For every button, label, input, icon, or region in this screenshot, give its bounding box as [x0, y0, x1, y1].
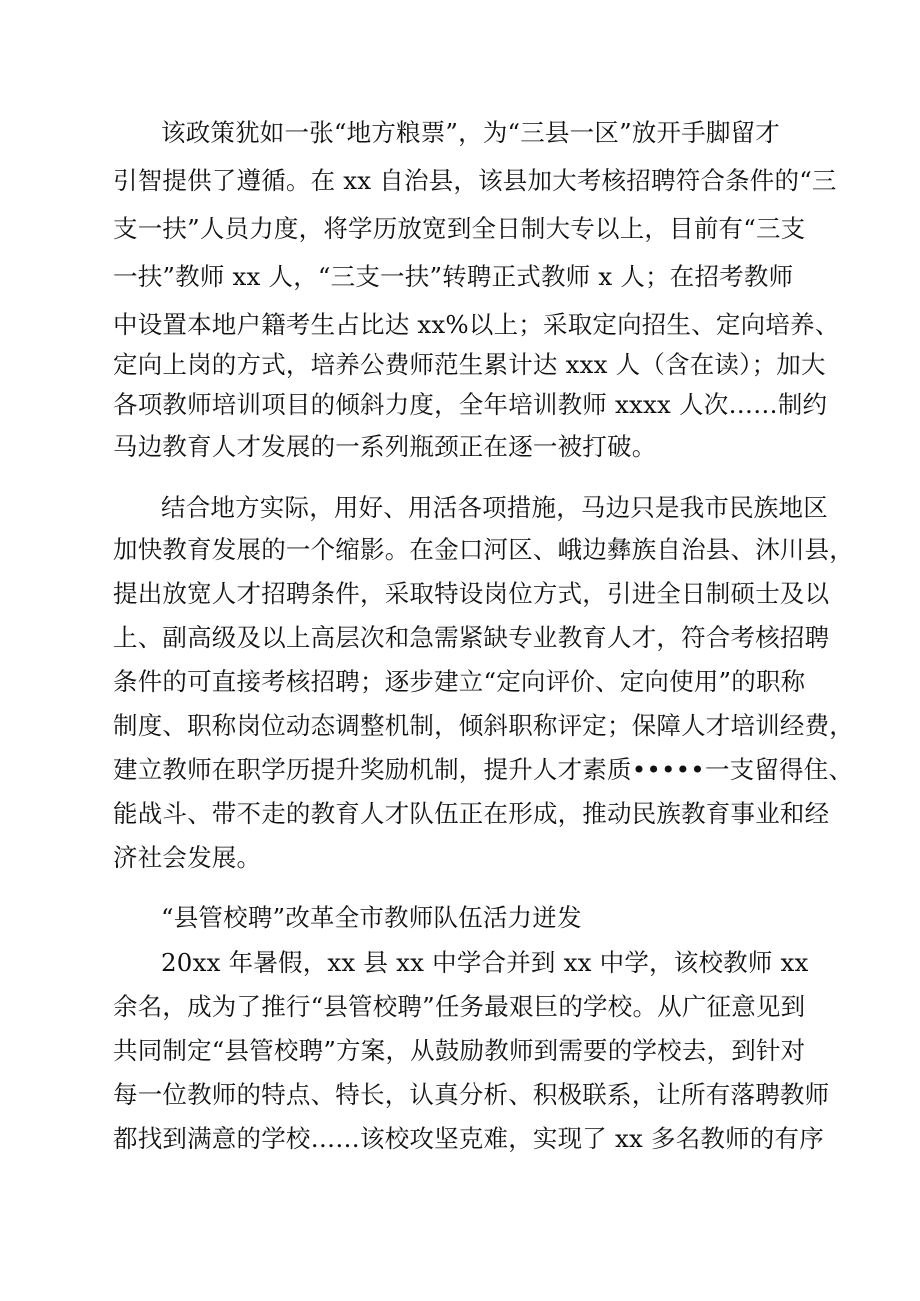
paragraph-1-line-5: 中设置本地户籍考生占比达 xx%以上；采取定向招生、定向培养、 — [113, 310, 840, 339]
paragraph-2-line-9: 济社会发展。 — [113, 843, 262, 872]
paragraph-2-line-4: 上、副高级及以上高层次和急需紧缺专业教育人才，符合考核招聘 — [113, 623, 830, 652]
paragraph-2-line-5: 条件的可直接考核招聘；逐步建立“定向评价、定向使用”的职称 — [113, 667, 806, 696]
paragraph-3-line-5: 都找到满意的学校……该校攻坚克难，实现了 xx 多名教师的有序 — [113, 1124, 824, 1153]
paragraph-2-line-8: 能战斗、带不走的教育人才队伍正在形成，推动民族教育事业和经 — [113, 799, 830, 828]
paragraph-1-line-4: 一扶”教师 xx 人，“三支一扶”转聘正式教师 x 人；在招考教师 — [113, 262, 794, 291]
paragraph-1-line-3: 支一扶”人员力度，将学历放宽到全日制大专以上，目前有“三支 — [113, 214, 806, 243]
paragraph-1-line-6: 定向上岗的方式，培养公费师范生累计达 xxx 人（含在读）；加大 — [113, 350, 826, 379]
paragraph-2-line-3: 提出放宽人才招聘条件，采取特设岗位方式，引进全日制硕士及以 — [113, 579, 830, 608]
paragraph-2-line-1: 结合地方实际，用好、用活各项措施，马边只是我市民族地区 — [161, 493, 828, 522]
paragraph-2-line-7: 建立教师在职学历提升奖励机制，提升人才素质•••••一支留得住、 — [113, 755, 854, 784]
paragraph-3-line-2: 余名，成为了推行“县管校聘”任务最艰巨的学校。从广征意见到 — [113, 992, 806, 1021]
paragraph-1-line-8: 马边教育人才发展的一系列瓶颈正在逐一被打破。 — [113, 432, 657, 461]
paragraph-1-line-7: 各项教师培训项目的倾斜力度，全年培训教师 xxxx 人次……制约 — [113, 390, 828, 419]
paragraph-1-line-1: 该政策犹如一张“地方粮票”，为“三县一区”放开手脚留才 — [161, 118, 780, 147]
paragraph-3-line-4: 每一位教师的特点、特长，认真分析、积极联系，让所有落聘教师 — [113, 1080, 830, 1109]
paragraph-2-line-6: 制度、职称岗位动态调整机制，倾斜职称评定；保障人才培训经费， — [113, 711, 854, 740]
section-heading: “县管校聘”改革全市教师队伍活力迸发 — [161, 903, 582, 932]
paragraph-2-line-2: 加快教育发展的一个缩影。在金口河区、峨边彝族自治县、沐川县， — [113, 535, 854, 564]
paragraph-1-line-2: 引智提供了遵循。在 xx 自治县，该县加大考核招聘符合条件的“三 — [113, 166, 837, 195]
paragraph-3-line-1: 20xx 年暑假，xx 县 xx 中学合并到 xx 中学，该校教师 xx — [161, 948, 809, 977]
paragraph-3-line-3: 共同制定“县管校聘”方案，从鼓励教师到需要的学校去，到针对 — [113, 1036, 806, 1065]
